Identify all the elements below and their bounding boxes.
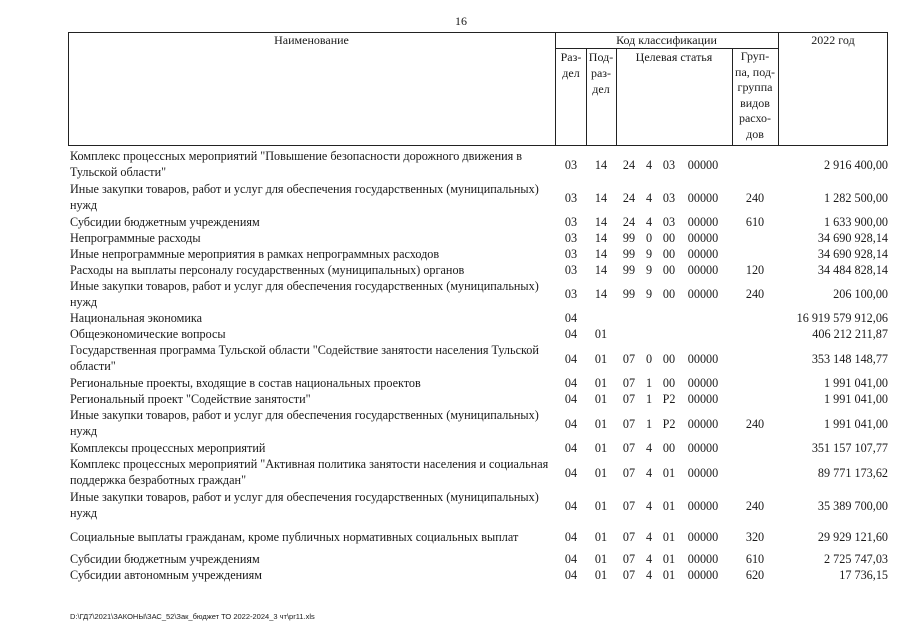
amount-cell: 1 991 041,00 <box>824 392 888 406</box>
razdel-cell: 04 <box>564 441 578 455</box>
table-header <box>68 32 888 146</box>
row-name: Региональные проекты, входящие в состав национальных проектов <box>70 376 421 390</box>
target-subprogram-cell: 1 <box>645 417 653 431</box>
table-row <box>70 230 890 246</box>
target-program-cell: 07 <box>622 352 636 366</box>
table-row <box>70 278 890 310</box>
vr-cell: 610 <box>745 215 765 229</box>
razdel-cell: 04 <box>564 552 578 566</box>
podrazdel-cell: 01 <box>594 376 608 390</box>
row-name: Государственная программа Тульской области "Содействие занятости населения Тульской области" <box>70 343 539 373</box>
row-name: Социальные выплаты гражданам, кроме публичных нормативных социальных выплат <box>70 530 519 544</box>
table-row <box>70 262 890 278</box>
table-row <box>70 407 890 440</box>
target-subprogram-cell: 4 <box>645 552 653 566</box>
target-program-cell: 24 <box>622 215 636 229</box>
razdel-cell: 03 <box>564 158 578 172</box>
podrazdel-cell: 01 <box>594 352 608 366</box>
header-code: Код классификации <box>616 33 717 47</box>
podrazdel-cell: 14 <box>594 231 608 245</box>
amount-cell: 353 148 148,77 <box>811 352 888 366</box>
table-row <box>70 456 890 489</box>
target-subprogram-cell: 1 <box>645 376 653 390</box>
table-row <box>70 440 890 456</box>
amount-cell: 35 389 700,00 <box>817 499 888 513</box>
podrazdel-cell: 01 <box>594 392 608 406</box>
table-row <box>70 489 890 523</box>
target-direction-cell: 03 <box>662 158 676 172</box>
target-program-cell: 99 <box>622 263 636 277</box>
target-direction-cell: 00 <box>662 376 676 390</box>
row-name: Иные закупки товаров, работ и услуг для обеспечения государственных (муниципальных) нужд <box>70 279 539 309</box>
target-code-cell: 00000 <box>687 215 719 229</box>
amount-cell: 1 282 500,00 <box>824 191 888 205</box>
amount-cell: 16 919 579 912,06 <box>796 311 888 325</box>
podrazdel-cell: 01 <box>594 417 608 431</box>
amount-cell: 17 736,15 <box>839 568 888 582</box>
row-name: Иные закупки товаров, работ и услуг для обеспечения государственных (муниципальных) нужд <box>70 408 539 438</box>
amount-cell: 2 916 400,00 <box>824 158 888 172</box>
target-code-cell: 00000 <box>687 530 719 544</box>
table-row <box>70 375 890 391</box>
file-path-footer: D:\ГД7\2021\ЗАКОНЫ\ЗАС_52\Зак_бюджет ТО 2022-2024_3 чт\pr11.xls <box>70 612 315 621</box>
row-name: Непрограммные расходы <box>70 231 201 245</box>
amount-cell: 2 725 747,03 <box>824 552 888 566</box>
target-program-cell: 24 <box>622 191 636 205</box>
table-row <box>70 310 890 326</box>
row-name: Расходы на выплаты персоналу государственных (муниципальных) органов <box>70 263 465 277</box>
table-body <box>70 148 890 583</box>
vr-cell: 240 <box>745 191 765 205</box>
header-target: Целевая статья <box>635 50 713 64</box>
header-name: Наименование <box>274 33 349 47</box>
table-row <box>70 148 890 181</box>
target-program-cell: 07 <box>622 530 636 544</box>
target-direction-cell: P2 <box>662 417 676 431</box>
amount-cell: 1 991 041,00 <box>824 376 888 390</box>
row-name: Комплексы процессных мероприятий <box>70 441 266 455</box>
amount-cell: 1 991 041,00 <box>824 417 888 431</box>
amount-cell: 89 771 173,62 <box>817 466 888 480</box>
podrazdel-cell: 14 <box>594 263 608 277</box>
target-subprogram-cell: 4 <box>645 530 653 544</box>
razdel-cell: 03 <box>564 231 578 245</box>
vr-cell: 120 <box>745 263 765 277</box>
target-program-cell: 07 <box>622 392 636 406</box>
target-subprogram-cell: 0 <box>645 352 653 366</box>
table-row <box>70 567 890 583</box>
target-program-cell: 24 <box>622 158 636 172</box>
target-direction-cell: 00 <box>662 231 676 245</box>
target-code-cell: 00000 <box>687 376 719 390</box>
header-year: 2022 год <box>811 33 855 47</box>
target-code-cell: 00000 <box>687 552 719 566</box>
podrazdel-cell: 01 <box>594 499 608 513</box>
row-name: Иные закупки товаров, работ и услуг для обеспечения государственных (муниципальных) нужд <box>70 490 539 520</box>
razdel-cell: 04 <box>564 568 578 582</box>
target-subprogram-cell: 4 <box>645 215 653 229</box>
target-subprogram-cell: 9 <box>645 263 653 277</box>
target-direction-cell: 00 <box>662 263 676 277</box>
row-name: Иные непрограммные мероприятия в рамках непрограммных расходов <box>70 247 440 261</box>
razdel-cell: 04 <box>564 466 578 480</box>
amount-cell: 406 212 211,87 <box>812 327 888 341</box>
razdel-cell: 03 <box>564 247 578 261</box>
podrazdel-cell: 01 <box>594 441 608 455</box>
table-row <box>70 523 890 551</box>
target-subprogram-cell: 4 <box>645 191 653 205</box>
razdel-cell: 04 <box>564 376 578 390</box>
razdel-cell: 03 <box>564 215 578 229</box>
target-program-cell: 07 <box>622 552 636 566</box>
target-code-cell: 00000 <box>687 466 719 480</box>
podrazdel-cell: 01 <box>594 327 608 341</box>
amount-cell: 29 929 121,60 <box>817 530 888 544</box>
razdel-cell: 04 <box>564 530 578 544</box>
podrazdel-cell: 01 <box>594 530 608 544</box>
podrazdel-cell: 14 <box>594 215 608 229</box>
table-row <box>70 342 890 375</box>
table-row <box>70 181 890 214</box>
target-direction-cell: 00 <box>662 441 676 455</box>
target-subprogram-cell: 9 <box>645 287 653 301</box>
table-row <box>70 214 890 230</box>
target-code-cell: 00000 <box>687 231 719 245</box>
target-code-cell: 00000 <box>687 247 719 261</box>
podrazdel-cell: 14 <box>594 287 608 301</box>
row-name: Иные закупки товаров, работ и услуг для обеспечения государственных (муниципальных) нужд <box>70 182 539 212</box>
table-row <box>70 246 890 262</box>
amount-cell: 34 484 828,14 <box>817 263 888 277</box>
target-program-cell: 99 <box>622 231 636 245</box>
razdel-cell: 03 <box>564 263 578 277</box>
razdel-cell: 04 <box>564 499 578 513</box>
target-program-cell: 07 <box>622 568 636 582</box>
podrazdel-cell: 01 <box>594 466 608 480</box>
row-name: Региональный проект "Содействие занятости" <box>70 392 311 406</box>
table-row <box>70 326 890 342</box>
target-code-cell: 00000 <box>687 417 719 431</box>
amount-cell: 351 157 107,77 <box>811 441 888 455</box>
target-code-cell: 00000 <box>687 158 719 172</box>
amount-cell: 206 100,00 <box>833 287 888 301</box>
row-name: Субсидии бюджетным учреждениям <box>70 215 260 229</box>
target-direction-cell: 01 <box>662 499 676 513</box>
podrazdel-cell: 14 <box>594 158 608 172</box>
amount-cell: 34 690 928,14 <box>817 231 888 245</box>
target-code-cell: 00000 <box>687 499 719 513</box>
target-direction-cell: 01 <box>662 568 676 582</box>
vr-cell: 610 <box>745 552 765 566</box>
vr-cell: 240 <box>745 287 765 301</box>
target-program-cell: 07 <box>622 466 636 480</box>
vr-cell: 240 <box>745 417 765 431</box>
podrazdel-cell: 01 <box>594 552 608 566</box>
vr-cell: 620 <box>745 568 765 582</box>
podrazdel-cell: 14 <box>594 247 608 261</box>
row-name: Комплекс процессных мероприятий "Активная политика занятости населения и социальная поддержка безработных граждан" <box>70 457 549 487</box>
row-name: Субсидии автономным учреждениям <box>70 568 262 582</box>
target-code-cell: 00000 <box>687 191 719 205</box>
header-podrazdel: Под- раз- дел <box>588 50 614 96</box>
row-name: Субсидии бюджетным учреждениям <box>70 552 260 566</box>
target-program-cell: 99 <box>622 287 636 301</box>
razdel-cell: 03 <box>564 191 578 205</box>
target-code-cell: 00000 <box>687 441 719 455</box>
page-number: 16 <box>455 14 467 28</box>
amount-cell: 1 633 900,00 <box>824 215 888 229</box>
target-subprogram-cell: 4 <box>645 158 653 172</box>
table-row <box>70 551 890 567</box>
target-program-cell: 99 <box>622 247 636 261</box>
podrazdel-cell: 01 <box>594 568 608 582</box>
razdel-cell: 03 <box>564 287 578 301</box>
vr-cell: 320 <box>745 530 765 544</box>
header-vr: Груп- па, под- группа видов расхо- дов <box>735 49 775 141</box>
target-direction-cell: 03 <box>662 215 676 229</box>
razdel-cell: 04 <box>564 311 578 325</box>
target-direction-cell: 00 <box>662 287 676 301</box>
target-program-cell: 07 <box>622 441 636 455</box>
target-code-cell: 00000 <box>687 263 719 277</box>
target-subprogram-cell: 0 <box>645 231 653 245</box>
target-direction-cell: 01 <box>662 530 676 544</box>
target-subprogram-cell: 9 <box>645 247 653 261</box>
target-subprogram-cell: 4 <box>645 466 653 480</box>
target-code-cell: 00000 <box>687 352 719 366</box>
razdel-cell: 04 <box>564 392 578 406</box>
razdel-cell: 04 <box>564 327 578 341</box>
target-code-cell: 00000 <box>687 568 719 582</box>
target-program-cell: 07 <box>622 417 636 431</box>
razdel-cell: 04 <box>564 352 578 366</box>
razdel-cell: 04 <box>564 417 578 431</box>
row-name: Комплекс процессных мероприятий "Повышение безопасности дорожного движения в Тульской области" <box>70 149 523 179</box>
target-subprogram-cell: 4 <box>645 568 653 582</box>
row-name: Национальная экономика <box>70 311 203 325</box>
target-program-cell: 07 <box>622 499 636 513</box>
target-direction-cell: 00 <box>662 247 676 261</box>
target-program-cell: 07 <box>622 376 636 390</box>
amount-cell: 34 690 928,14 <box>817 247 888 261</box>
target-subprogram-cell: 1 <box>645 392 653 406</box>
target-direction-cell: 01 <box>662 552 676 566</box>
target-subprogram-cell: 4 <box>645 499 653 513</box>
target-direction-cell: 00 <box>662 352 676 366</box>
target-direction-cell: 01 <box>662 466 676 480</box>
row-name: Общеэкономические вопросы <box>70 327 226 341</box>
target-code-cell: 00000 <box>687 287 719 301</box>
header-razdel: Раз- дел <box>560 50 582 80</box>
table-row <box>70 391 890 407</box>
podrazdel-cell: 14 <box>594 191 608 205</box>
target-subprogram-cell: 4 <box>645 441 653 455</box>
vr-cell: 240 <box>745 499 765 513</box>
target-direction-cell: 03 <box>662 191 676 205</box>
target-direction-cell: P2 <box>662 392 676 406</box>
target-code-cell: 00000 <box>687 392 719 406</box>
